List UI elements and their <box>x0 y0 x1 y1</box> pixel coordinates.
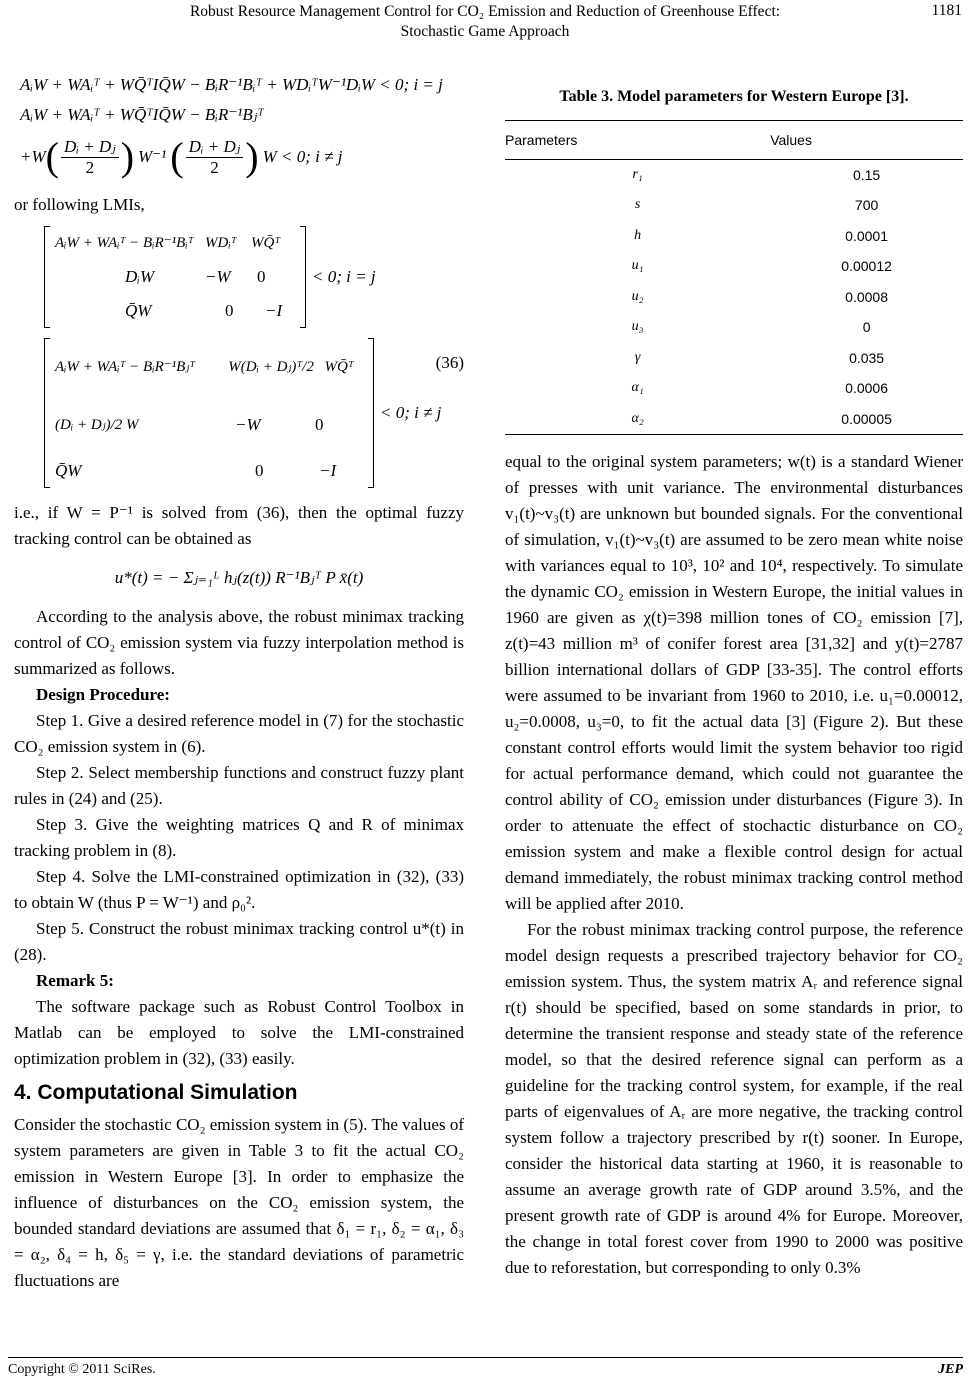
table-row <box>505 343 963 374</box>
lmi-2-condition: < 0; i ≠ j <box>380 403 442 422</box>
table-header-values: Values <box>770 121 963 160</box>
table-header-parameters: Parameters <box>505 121 770 160</box>
table-row <box>505 312 963 343</box>
table-row <box>505 373 963 404</box>
parameter-value: 0.0001 <box>845 227 888 244</box>
eq-b2-frac1: $\frac{\text{Dᵢ + Dⱼ}}{2}$ <box>61 137 119 178</box>
analysis-paragraph: According to the analysis above, the robust minimax tracking control of CO₂ emission system via fuzzy interpolation method is summarized as follows. <box>14 607 464 678</box>
design-procedure-title: Design Procedure: <box>36 685 170 704</box>
parameter-value: 0.00005 <box>770 404 963 435</box>
equation-b1: AᵢW + WAᵢᵀ + WQ̄ᵀIQ̄W − BᵢR⁻¹Bⱼᵀ <box>20 105 264 124</box>
right-column <box>505 78 963 1281</box>
table-row <box>505 404 963 435</box>
step-3: Step 3. Give the weighting matrices Q and R of minimax tracking problem in (8). <box>14 815 464 860</box>
eq-b2-mid: W⁻¹ <box>138 147 167 166</box>
step-5: Step 5. Construct the robust minimax tracking control u*(t) in (28). <box>14 919 464 964</box>
left-column <box>14 72 464 1294</box>
equation-b2: +W ( $\frac{\text{Dᵢ + Dⱼ}}{2}$ ) W⁻¹ ( $\frac{\text{Dᵢ + Dⱼ}}{2}$ ) W < 0; i ≠ j <box>20 134 343 179</box>
remark-title: Remark 5: <box>36 971 114 990</box>
parameter-name: u₂ <box>631 288 644 304</box>
parameter-name: u₁ <box>631 258 644 274</box>
page-footer <box>8 1357 963 1378</box>
right-paragraph-2: For the robust minimax tracking control purpose, the reference model design requests a prescribed trajectory behavior for CO₂ emission system. Thus, the system matrix Aᵣ and reference signal r(t) should be specified, based on some standards in prior, to determine the transient response and steady state of the reference model, so that the desired reference signal can perform as a guideline for the tracking control system, for example, if the real parts of eigenvalues of Aᵣ are more negative, the tracking control system follow a trajectory prescribed by r(t) sooner. In Europe, consider the historical data starting at 1960, it is reasonable to assume an average growth rate of GDP around 3.5%, and the present growth rate of GDP is around 4% for Europe. Moreover, the change in total forest cover from 1990 to 2000 was positive due to reforestation, but corresponding to only 0.3% <box>505 919 963 1277</box>
parameter-name: γ <box>634 349 641 365</box>
table-header-row <box>505 121 963 160</box>
table-title: Table 3. Model parameters for Western Europe [3]. <box>559 88 909 105</box>
section-title: 4. Computational Simulation <box>14 1081 298 1104</box>
step-4: Step 4. Solve the LMI-constrained optimization in (32), (33) to obtain W (thus P = W⁻¹) and ρ₀². <box>14 867 464 912</box>
parameters-table <box>505 120 963 435</box>
parameter-value: 0 <box>862 319 871 336</box>
lmi-1: AᵢW + WAᵢᵀ − BᵢR⁻¹Bᵢᵀ WDᵢᵀ WQ̄ᵀ DᵢW −W 0 Q̄W 0 −I < 0; i = j <box>44 224 464 330</box>
equation-number-36: (36) <box>435 353 464 372</box>
parameter-value: 0.0006 <box>845 380 888 397</box>
parameter-value: 0.15 <box>852 167 881 183</box>
eq-b2-frac2: $\frac{\text{Dᵢ + Dⱼ}}{2}$ <box>186 137 244 178</box>
page-header <box>0 0 970 48</box>
parameter-name: h <box>634 227 642 243</box>
step-1: Step 1. Give a desired reference model in (7) for the stochastic CO₂ emission system in (6). <box>14 711 464 756</box>
table-row <box>505 190 963 221</box>
copyright: Copyright © 2011 SciRes. <box>8 1362 156 1377</box>
parameter-value: 0.0008 <box>845 288 888 305</box>
running-title-line1: Robust Resource Management Control for CO₂ Emission and Reduction of Greenhouse Effect: <box>189 3 781 20</box>
parameter-name: α₁ <box>631 380 644 396</box>
table-row <box>505 221 963 252</box>
parameter-value: 700 <box>854 197 879 214</box>
running-title-line2: Stochastic Game Approach <box>400 23 570 40</box>
parameter-value: 0.00012 <box>841 258 892 275</box>
journal-abbrev: JEP <box>938 1362 963 1377</box>
parameter-value: 0.035 <box>849 349 885 366</box>
parameter-name: r₁ <box>632 167 643 182</box>
step-2: Step 2. Select membership functions and construct fuzzy plant rules in (24) and (25). <box>14 763 464 808</box>
page-number: 1181 <box>931 2 962 19</box>
remark-text: The software package such as Robust Control Toolbox in Matlab can be employed to solve the LMI-constrained optimization problem in (32), (33) easily. <box>14 997 464 1068</box>
parameter-name: s <box>634 197 641 213</box>
table-row <box>505 282 963 313</box>
parameter-name: u₃ <box>631 319 644 335</box>
lmi-2: AᵢW + WAᵢᵀ − BᵢR⁻¹Bⱼᵀ W(Dᵢ + Dⱼ)ᵀ/2 WQ̄ᵀ (Dᵢ + Dⱼ)/2 W −W 0 Q̄W 0 −I < 0; i ≠ j (36) <box>44 336 464 490</box>
or-following-text: or following LMIs, <box>14 195 145 214</box>
eq-b2-pre: +W <box>20 147 46 166</box>
running-title <box>0 2 970 42</box>
eq-b2-post: W < 0; i ≠ j <box>262 147 343 166</box>
table-row <box>505 251 963 282</box>
ie-text: i.e., if W = P⁻¹ is solved from (36), then the optimal fuzzy tracking control can be obtained as <box>14 503 464 548</box>
lmi-1-condition: < 0; i = j <box>312 267 376 286</box>
table-row <box>505 160 963 191</box>
equation-a: AᵢW + WAᵢᵀ + WQ̄ᵀIQ̄W − BᵢR⁻¹Bᵢᵀ + WDᵢᵀW⁻¹DᵢW < 0; i = j <box>20 75 443 94</box>
parameter-name: α₂ <box>505 404 770 435</box>
simulation-paragraph: Consider the stochastic CO₂ emission system in (5). The values of system parameters are given in Table 3 to fit the actual CO₂ emission in Western Europe [3]. In order to emphasize the influence of disturbances on the CO₂ emission system, the bounded standard deviations are assumed that δ₁ = r₁, δ₂ = α₁, δ₃ = α₂, δ₄ = h, δ₅ = γ, i.e. the standard deviations of parametric fluctuations are <box>14 1115 464 1290</box>
right-paragraph-1: equal to the original system parameters; w(t) is a standard Wiener of presses with unit variance. The environmental disturbances v₁(t)~v₃(t) are unknown but bounded signals. For the conventional of simulation, v₁(t)~v₃(t) are assumed to be zero mean white noise with variances equal to 10³, 10² and 10⁴, respectively. To simulate the dynamic CO₂ emission in Western Europe, the initial values in 1960 are given as χ(t)=398 million tones of CO₂ emission [7], z(t)=43 million m³ of conifer forest area [31,32] and y(t)=2787 billion international dollars of GDP [33-35]. The control efforts were assumed to be invariant from 1960 to 2010, i.e. u₁=0.00012, u₂=0.0008, u₃=0, to fit the actual data [3] (Figure 2). But these constant control efforts would limit the system behavior too rigid for actual performance demand, which could not guarantee the control ability of CO₂ emission under disturbances (Figure 3). In order to attenuate the effect of stochactic disturbance on CO₂ emission system and make a flexible control design for actual demand immediately, the robust minimax tracking control method will be applied after 2010. <box>505 451 963 913</box>
control-equation: u*(t) = − Σⱼ₌₁ᴸ hⱼ(z(t)) R⁻¹Bⱼᵀ P x̄(t) <box>114 568 364 587</box>
